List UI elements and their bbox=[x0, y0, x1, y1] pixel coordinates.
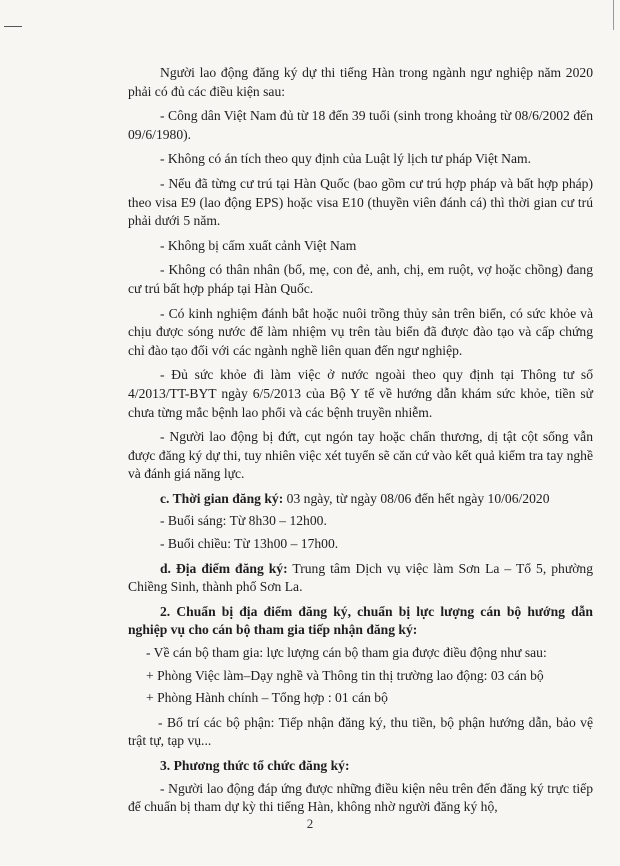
scan-corner-mark bbox=[4, 26, 22, 27]
document-body bbox=[128, 64, 593, 823]
registration-place bbox=[128, 560, 593, 597]
condition-exit-ban: - Không bị cấm xuất cảnh Việt Nam bbox=[160, 237, 357, 253]
section-3-text: - Người lao động đáp ứng được những điều kiện nêu trên đến đăng ký trực tiếp để chuẩn bị tham dự kỳ thi tiếng Hàn, không nhờ người đăng ký hộ, bbox=[128, 780, 593, 815]
registration-time bbox=[128, 490, 593, 509]
section-2-heading: 2. Chuẩn bị địa điểm đăng ký, chuẩn bị lực lượng cán bộ hướng dẫn nghiệp vụ cho cán bộ tham gia tiếp nhận đăng ký: bbox=[128, 603, 593, 638]
registration-place-text: Trung tâm Dịch vụ việc làm Sơn La – Tổ 5, phường Chiềng Sinh, thành phố Sơn La. bbox=[128, 560, 593, 595]
registration-time-text: 03 ngày, từ ngày 08/06 đến hết ngày 10/06/2020 bbox=[283, 490, 550, 506]
section-3-heading: 3. Phương thức tổ chức đăng ký: bbox=[160, 758, 350, 773]
department-arrangement: - Bố trí các bộ phận: Tiếp nhận đăng ký, thu tiền, bộ phận hướng dẫn, bảo vệ trật tự, tạp vụ... bbox=[128, 714, 593, 749]
registration-afternoon: - Buổi chiều: Từ 13h00 – 17h00. bbox=[160, 536, 339, 552]
staff-employment-dept: + Phòng Việc làm–Dạy nghề và Thông tin thị trường lao động: 03 cán bộ bbox=[146, 667, 544, 683]
registration-time-label: c. Thời gian đăng ký: bbox=[160, 490, 284, 506]
condition-injury: - Người lao động bị đứt, cụt ngón tay hoặc chấn thương, dị tật cột sống vẫn được đăng ký dự thi, tuy nhiên việc xét tuyển sẽ căn cứ vào kết quả kiểm tra tay nghề và đánh giá năng lực. bbox=[128, 429, 593, 482]
condition-age: - Công dân Việt Nam đủ từ 18 đến 39 tuổi (sinh trong khoảng từ 08/6/2002 đến 09/6/1980). bbox=[128, 108, 593, 142]
page-number: 2 bbox=[306, 816, 314, 831]
condition-criminal-record: - Không có án tích theo quy định của Luật lý lịch tư pháp Việt Nam. bbox=[160, 151, 531, 167]
condition-health: - Đủ sức khỏe đi làm việc ở nước ngoài theo quy định tại Thông tư số 4/2013/TT-BYT ngày 6/5/2013 của Bộ Y tế về hướng dẫn khám sức khỏe, tiền sử chưa từng mắc bệnh lao phổi và các bệnh truyền nhiễm. bbox=[128, 367, 593, 420]
condition-relatives: - Không có thân nhân (bố, mẹ, con đẻ, anh, chị, em ruột, vợ hoặc chồng) đang cư trú bất hợp pháp tại Hàn Quốc. bbox=[128, 262, 593, 296]
condition-residence: - Nếu đã từng cư trú tại Hàn Quốc (bao gồm cư trú hợp pháp và bất hợp pháp) theo visa E9 (lao động EPS) hoặc visa E10 (thuyền viên đánh cá) thì thời gian cư trú phải dưới 5 năm. bbox=[128, 175, 593, 229]
staff-intro: - Về cán bộ tham gia: lực lượng cán bộ tham gia được điều động như sau: bbox=[146, 645, 547, 661]
conditions-intro: Người lao động đăng ký dự thi tiếng Hàn trong ngành ngư nghiệp năm 2020 phải có đủ các điều kiện sau: bbox=[128, 65, 593, 99]
scan-edge-mark bbox=[613, 0, 614, 30]
condition-experience: - Có kinh nghiệm đánh bắt hoặc nuôi trồng thủy sản trên biển, có sức khỏe và chịu được sóng nước để làm nhiệm vụ trên tàu biển đã được đào tạo và cấp chứng chỉ đào tạo đối với các ngành nghề liên quan đến ngư nghiệp. bbox=[128, 305, 593, 358]
registration-place-label: d. Địa điểm đăng ký: bbox=[160, 560, 288, 576]
staff-admin-dept: + Phòng Hành chính – Tổng hợp : 01 cán bộ bbox=[146, 690, 388, 706]
registration-morning: - Buổi sáng: Từ 8h30 – 12h00. bbox=[160, 513, 327, 529]
